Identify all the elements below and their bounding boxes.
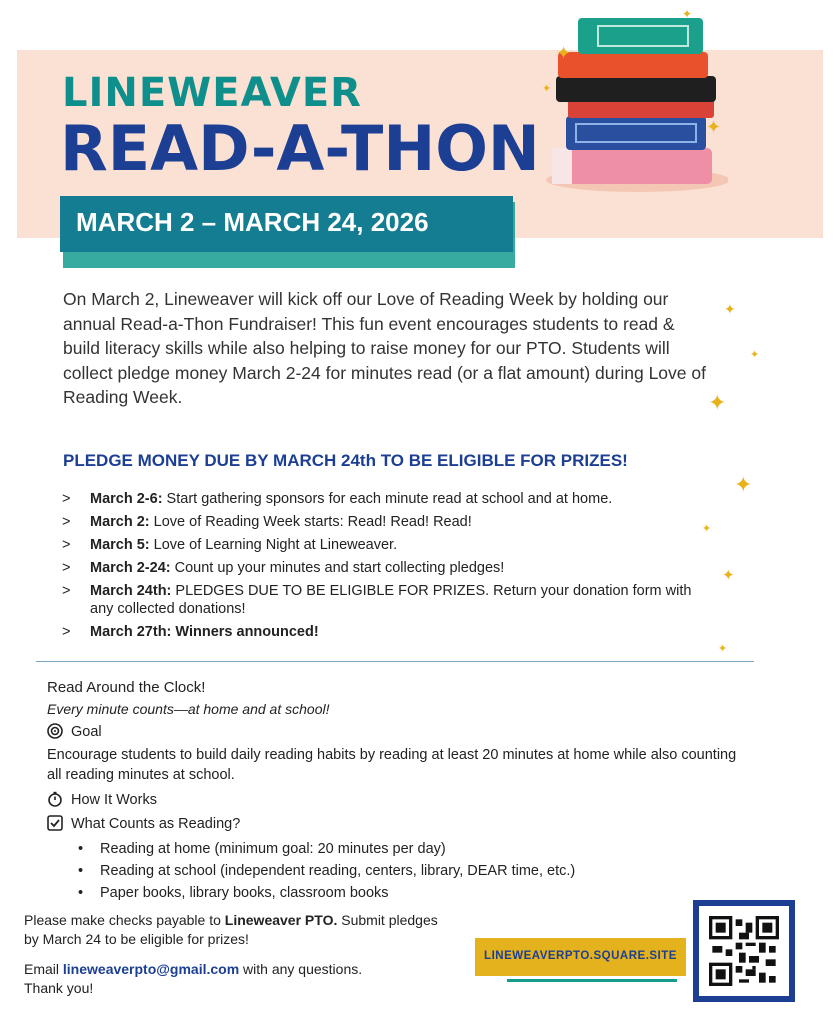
schedule-date: March 2-24: [90, 560, 171, 576]
website-bar [475, 938, 686, 976]
date-bar [60, 196, 513, 252]
list-item: • Reading at home (minimum goal: 20 minutes per day) [78, 838, 575, 860]
sparkle-icon: ✦ [682, 7, 693, 21]
schedule-text: Start gathering sponsors for each minute read at school and at home. [162, 491, 613, 507]
stopwatch-icon [47, 791, 63, 807]
email-note [24, 960, 454, 998]
clock-subtitle: Every minute counts—at home and at school! [47, 701, 330, 717]
reading-list [78, 838, 575, 904]
checks-prefix: Please make checks payable to [24, 912, 225, 928]
list-item: > March 2-24: Count up your minutes and start collecting pledges! [62, 560, 505, 576]
sparkle-icon: ✦ [722, 567, 735, 584]
books-illustration [528, 8, 728, 198]
checkbox-icon [47, 815, 63, 831]
schedule-date: March 27th: Winners announced! [90, 624, 319, 640]
sparkle-icon: ✦ [708, 390, 727, 415]
schedule-date: March 2: [90, 514, 150, 530]
schedule-date: March 5: [90, 537, 150, 553]
schedule-text: PLEDGES DUE TO BE ELIGIBLE FOR PRIZES. Return your donation form with any collected donations! [90, 583, 692, 617]
list-item: > March 2: Love of Reading Week starts: Read! Read! Read! [62, 514, 472, 530]
sparkle-icon: ✦ [750, 349, 760, 361]
list-item: • Paper books, library books, classroom books [78, 882, 575, 904]
brand-name: LINEWEAVER [62, 70, 362, 116]
email-prefix: Email [24, 961, 63, 977]
thanks-text: Thank you! [24, 980, 94, 996]
event-dates: MARCH 2 – MARCH 24, 2026 [76, 207, 429, 237]
email-link[interactable]: lineweaverpto@gmail.com [62, 961, 240, 977]
goal-text: Encourage students to build daily reading habits by reading at least 20 minutes at home while also counting all reading minutes at school. [47, 747, 737, 783]
schedule-list [62, 490, 702, 646]
list-item: > March 2-6: Start gathering sponsors for each minute read at school and at home. [62, 491, 613, 507]
sparkle-icon: ✦ [724, 301, 736, 317]
goal-label: Goal [71, 724, 102, 740]
checks-note [24, 911, 454, 949]
qr-frame [693, 900, 795, 1002]
sparkle-icon: ✦ [734, 472, 753, 497]
pledge-due-heading: PLEDGE MONEY DUE BY MARCH 24th TO BE ELIGIBLE FOR PRIZES! [63, 451, 628, 470]
goal-row [47, 723, 102, 740]
sparkle-icon: ✦ [718, 643, 728, 655]
what-row [47, 815, 240, 832]
schedule-date: March 24th: [90, 583, 172, 599]
sparkle-icon: ✦ [702, 523, 712, 535]
qr-code[interactable] [709, 916, 779, 986]
how-label: How It Works [71, 792, 157, 808]
sparkle-icon: ✦ [706, 117, 722, 137]
email-suffix: with any questions. [239, 961, 363, 977]
clock-title: Read Around the Clock! [47, 679, 206, 696]
section-divider [36, 661, 754, 662]
target-icon [47, 723, 63, 739]
schedule-text: Love of Learning Night at Lineweaver. [149, 537, 398, 553]
sparkle-icon: ✦ [556, 43, 572, 63]
list-item: > March 27th: Winners announced! [62, 624, 319, 640]
checks-payee: Lineweaver PTO. [224, 912, 338, 928]
website-link[interactable]: LINEWEAVERPTO.SQUARE.SITE [484, 950, 677, 962]
schedule-text: Count up your minutes and start collecting pledges! [170, 560, 505, 576]
list-item: • Reading at school (independent reading, centers, library, DEAR time, etc.) [78, 860, 575, 882]
website-underline [507, 979, 677, 982]
how-row [47, 791, 157, 808]
sparkle-icon: ✦ [542, 83, 552, 95]
schedule-text: Love of Reading Week starts: Read! Read! Read! [149, 514, 472, 530]
schedule-date: March 2-6: [90, 491, 163, 507]
intro-paragraph: On March 2, Lineweaver will kick off our Love of Reading Week by holding our annual Read-a-Thon Fundraiser! This fun event encourages students to read & build literacy skills while also helping to raise money for our PTO. Students will collect pledge money March 2-24 for minutes read (or a flat amount) during Love of Reading Week. [63, 289, 706, 407]
list-item: > March 24th: PLEDGES DUE TO BE ELIGIBLE FOR PRIZES. Return your donation form with any collected donations! [62, 583, 692, 617]
event-title: READ-A-THON [60, 112, 540, 185]
checks-suffix: Submit pledges by March 24 to be eligible for prizes! [24, 912, 438, 947]
what-label: What Counts as Reading? [71, 816, 241, 832]
list-item: > March 5: Love of Learning Night at Lineweaver. [62, 537, 398, 553]
